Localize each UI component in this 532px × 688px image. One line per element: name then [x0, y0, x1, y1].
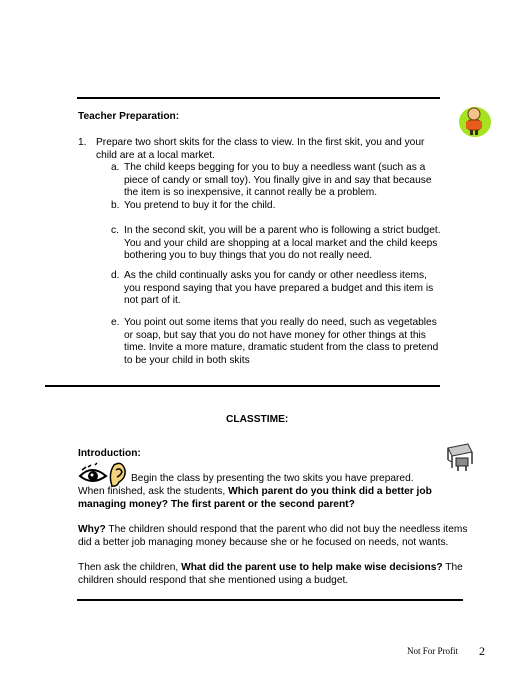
- intro-p1-line2: [78, 486, 458, 499]
- subitem-letter-c: c.: [111, 225, 119, 236]
- subitem-text-a: The child keeps begging for you to buy a needless want (such as a piece of candy or small toy). You finally give in and say that because the item is so inexpensive, it cannot really be a problem.: [124, 162, 432, 199]
- intro-p3-line1-pre: Then ask the children,: [78, 562, 182, 573]
- intro-p1-line2-text: When finished, ask the students,: [78, 486, 229, 497]
- middle-divider: [45, 385, 440, 387]
- intro-p3-line1: [78, 562, 478, 575]
- subitem-letter-b: b.: [111, 200, 120, 211]
- page-number: 2: [479, 644, 485, 658]
- top-divider: [77, 97, 440, 99]
- bottom-divider: [77, 599, 463, 601]
- intro-p2-line1-text: The children should respond that the parent who did not buy the needless items: [105, 524, 468, 535]
- subitem-text-c: In the second skit, you will be a parent who is following a strict budget. You and your child are shopping at a local market and the child keeps bothering you to buy things that you do not really need.: [124, 225, 441, 262]
- footer-label: Not For Profit: [407, 646, 459, 656]
- intro-p2-why: Why?: [78, 524, 106, 535]
- item-text: Prepare two short skits for the class to view. In the first skit, you and your child are at a local market.: [96, 137, 425, 161]
- subitem-text-e: You point out some items that you really do need, such as vegetables or soap, but say that you do not have money for other things at this time. Invite a more mature, dramatic student from the class to pretend to be your child in both skits: [124, 317, 439, 366]
- intro-p3-question: What did the parent use to help make wise decisions?: [181, 562, 443, 573]
- intro-p1-line1: Begin the class by presenting the two skits you have prepared.: [131, 473, 414, 484]
- desk-icon: [444, 442, 476, 472]
- subitem-letter-a: a.: [111, 162, 120, 173]
- intro-p1-question-part2: managing money? The first parent or the second parent?: [78, 499, 355, 510]
- intro-p3-line1-post: The: [442, 562, 463, 573]
- child-icon: [458, 101, 492, 139]
- item-number: 1.: [78, 137, 87, 148]
- teacher-prep-heading: Teacher Preparation:: [78, 111, 180, 122]
- subitem-letter-e: e.: [111, 317, 120, 328]
- intro-p1-question-part1: Which parent do you think did a better job: [228, 486, 432, 497]
- intro-p3-line2: children should respond that she mentioned using a budget.: [78, 575, 349, 586]
- intro-p2-line1: [78, 524, 478, 537]
- subitem-text-d: As the child continually asks you for candy or other needless items, you respond saying that you have prepared a budget and this item is not part of it.: [124, 270, 434, 307]
- introduction-heading: Introduction:: [78, 448, 141, 459]
- intro-p2-line2: did a better job managing money because she or he focused on needs, not wants.: [78, 537, 449, 548]
- classtime-heading: CLASSTIME:: [226, 414, 289, 425]
- subitem-text-b: You pretend to buy it for the child.: [124, 200, 276, 211]
- subitem-letter-d: d.: [111, 270, 120, 281]
